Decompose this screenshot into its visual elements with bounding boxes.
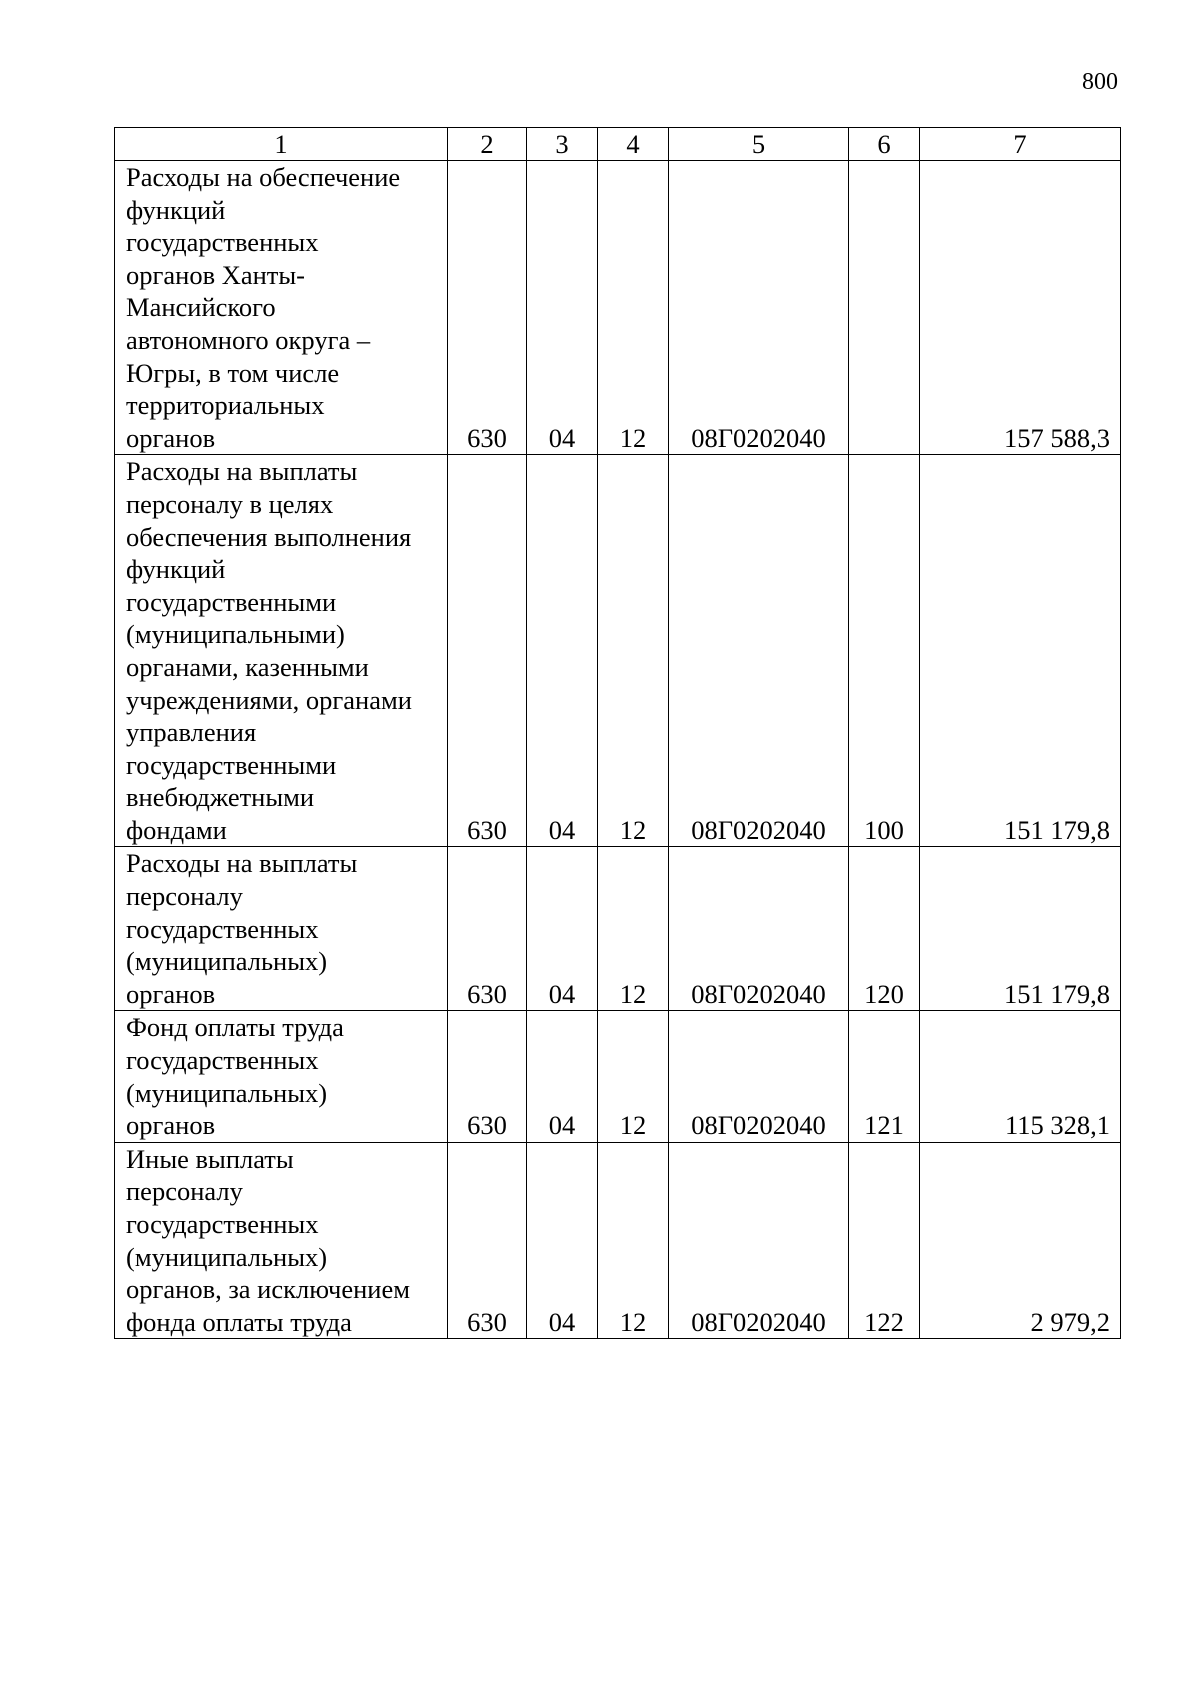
column-header: 5 xyxy=(669,128,849,161)
expense-name-cell xyxy=(115,455,448,847)
column-header: 7 xyxy=(920,128,1121,161)
expense-name-line: Расходы на обеспечение xyxy=(126,162,401,192)
expense-name-line: органов, за исключением xyxy=(126,1274,410,1305)
expense-name-line: Мансийского xyxy=(126,292,276,323)
expense-name-line: персоналу xyxy=(126,881,243,912)
expense-name-line: (муниципальными) xyxy=(126,619,345,650)
expense-name-line: учреждениями, органами xyxy=(126,684,412,715)
column-header: 1 xyxy=(115,128,448,161)
expense-name-line: внебюджетными xyxy=(126,782,315,813)
expense-name-line: государственными xyxy=(126,749,337,780)
amount-cell: 151 179,8 xyxy=(920,847,1121,1011)
expense-name-line: (муниципальных) xyxy=(126,1077,328,1108)
expense-name-line: Иные выплаты xyxy=(126,1143,294,1174)
expense-name-line: Расходы на выплаты xyxy=(126,456,358,487)
expense-name-line: фондами xyxy=(126,814,227,845)
expense-name-line: органов xyxy=(126,422,216,453)
expense-name-line: государственными xyxy=(126,586,337,617)
expense-name-line: обеспечения выполнения xyxy=(126,521,412,552)
section-code-cell: 04 xyxy=(527,161,598,455)
budget-table xyxy=(114,127,1121,1339)
expense-name-line: фонда оплаты труда xyxy=(126,1306,352,1337)
expense-type-cell: 120 xyxy=(849,847,920,1011)
column-header: 6 xyxy=(849,128,920,161)
expense-name-cell xyxy=(115,161,448,455)
expense-name-line: Расходы на выплаты xyxy=(126,848,358,879)
department-code-cell: 630 xyxy=(448,847,527,1011)
expense-name-line: Югры, в том числе xyxy=(126,357,340,388)
amount-cell: 157 588,3 xyxy=(920,161,1121,455)
amount-cell: 151 179,8 xyxy=(920,455,1121,847)
amount-cell: 2 979,2 xyxy=(920,1142,1121,1339)
target-article-cell: 08Г0202040 xyxy=(669,1142,849,1339)
expense-name-line: государственных xyxy=(126,1209,319,1239)
department-code-cell: 630 xyxy=(448,1011,527,1142)
expense-name-line: органов xyxy=(126,1110,216,1141)
department-code-cell: 630 xyxy=(448,455,527,847)
target-article-cell: 08Г0202040 xyxy=(669,455,849,847)
expense-name-cell xyxy=(115,1011,448,1142)
expense-name-line: государственных xyxy=(126,913,319,944)
expense-type-cell xyxy=(849,161,920,455)
section-code-cell: 04 xyxy=(527,455,598,847)
expense-name-line: автономного округа – xyxy=(126,324,371,355)
subsection-code-cell: 12 xyxy=(598,161,669,455)
subsection-code-cell: 12 xyxy=(598,1011,669,1142)
expense-name-line: управления xyxy=(126,717,257,748)
subsection-code-cell: 12 xyxy=(598,455,669,847)
expense-type-cell: 121 xyxy=(849,1011,920,1142)
expense-name-cell xyxy=(115,1142,448,1339)
column-header: 2 xyxy=(448,128,527,161)
table-body xyxy=(115,161,1121,1339)
expense-name-line: персоналу в целях xyxy=(126,488,334,519)
expense-name-line: (муниципальных) xyxy=(126,946,328,977)
section-code-cell: 04 xyxy=(527,1142,598,1339)
expense-name-line: органов Ханты- xyxy=(126,259,305,290)
subsection-code-cell: 12 xyxy=(598,1142,669,1339)
expense-name-cell xyxy=(115,847,448,1011)
table-row xyxy=(115,1142,1121,1339)
table-row xyxy=(115,161,1121,455)
expense-name-line: (муниципальных) xyxy=(126,1241,328,1272)
target-article-cell: 08Г0202040 xyxy=(669,1011,849,1142)
header-row xyxy=(115,128,1121,161)
table-row xyxy=(115,455,1121,847)
expense-name-line: Фонд оплаты труда xyxy=(126,1012,344,1043)
expense-name-line: государственных xyxy=(126,1045,319,1076)
expense-name-line: функций xyxy=(126,194,226,225)
page-number: 800 xyxy=(1082,69,1118,95)
target-article-cell: 08Г0202040 xyxy=(669,161,849,455)
table-row xyxy=(115,1011,1121,1142)
expense-type-cell: 100 xyxy=(849,455,920,847)
department-code-cell: 630 xyxy=(448,1142,527,1339)
column-header: 4 xyxy=(598,128,669,161)
section-code-cell: 04 xyxy=(527,847,598,1011)
subsection-code-cell: 12 xyxy=(598,847,669,1011)
table-row xyxy=(115,847,1121,1011)
expense-name-line: государственных xyxy=(126,227,319,258)
expense-name-line: органами, казенными xyxy=(126,651,369,682)
department-code-cell: 630 xyxy=(448,161,527,455)
amount-cell: 115 328,1 xyxy=(920,1011,1121,1142)
target-article-cell: 08Г0202040 xyxy=(669,847,849,1011)
expense-name-line: территориальных xyxy=(126,390,325,421)
section-code-cell: 04 xyxy=(527,1011,598,1142)
column-header: 3 xyxy=(527,128,598,161)
expense-name-line: органов xyxy=(126,978,216,1009)
expense-name-line: персоналу xyxy=(126,1176,243,1207)
expense-name-line: функций xyxy=(126,554,226,585)
expense-type-cell: 122 xyxy=(849,1142,920,1339)
